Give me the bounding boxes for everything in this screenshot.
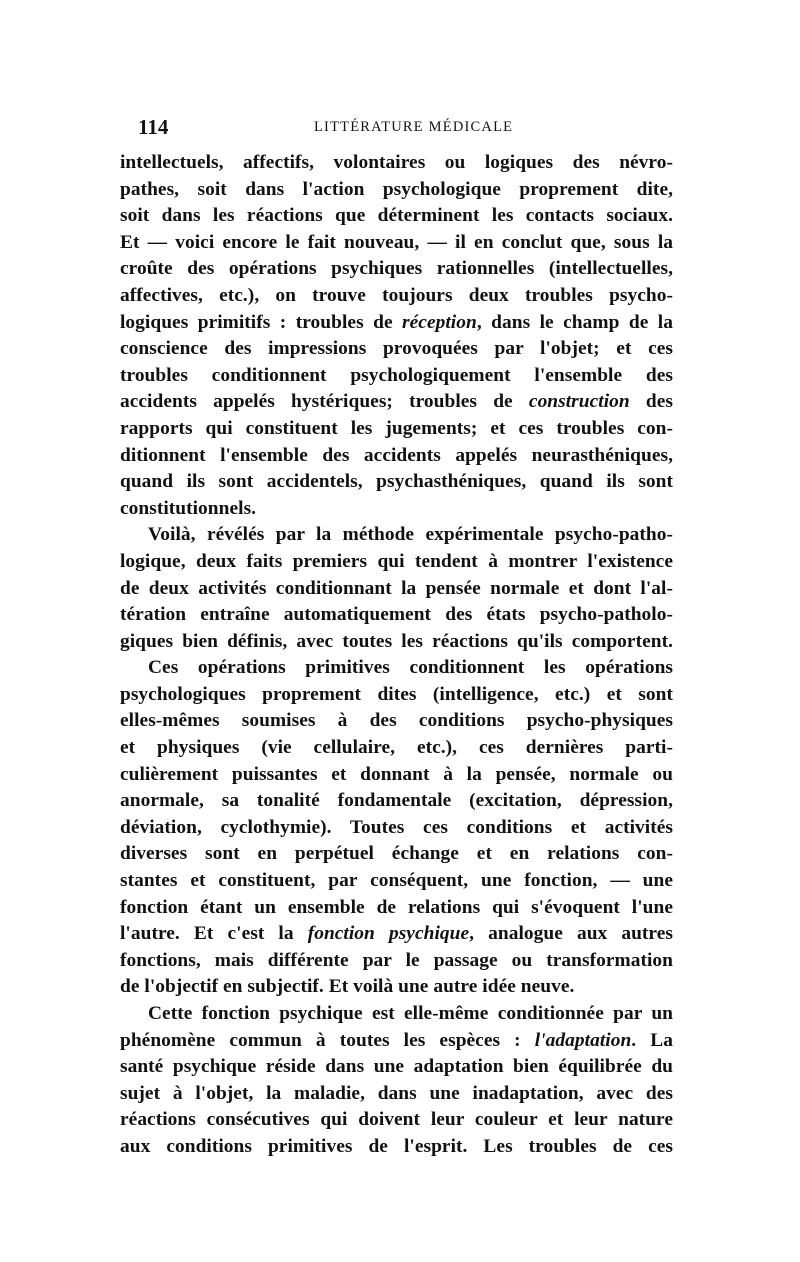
- text-segment: Cette fonction psychique est elle-même conditionnée par un: [148, 1003, 673, 1024]
- text-segment: Voilà, révélés par la méthode expérimentale psycho-patho-: [148, 524, 673, 546]
- text-segment: elles-mêmes soumises à des conditions psycho-physiques: [120, 710, 673, 732]
- text-segment: diverses sont en perpétuel échange et en relations con-: [120, 843, 673, 865]
- text-segment: conscience des impressions provoquées par l'objet; et ces: [120, 338, 673, 360]
- text-segment: ditionnent l'ensemble des accidents appelés neurasthéniques,: [120, 444, 673, 466]
- text-segment: sujet à l'objet, la maladie, dans une inadaptation, avec des: [120, 1082, 673, 1104]
- text-segment: santé psychique réside dans une adaptation bien équilibrée du: [120, 1056, 673, 1078]
- text-segment: . La: [631, 1029, 673, 1051]
- text-segment: croûte des opérations psychiques rationnelles (intellectuelles,: [120, 258, 673, 280]
- italic-text: fonction psychique: [307, 923, 470, 945]
- running-head: LITTÉRATURE MÉDICALE: [314, 119, 514, 135]
- text-line: [120, 735, 673, 762]
- text-line: [120, 177, 673, 204]
- text-segment: anormale, sa tonalité fondamentale (excitation, dépression,: [120, 790, 673, 812]
- text-line: [120, 895, 673, 922]
- text-segment: affectives, etc.), on trouve toujours deux troubles psycho-: [120, 284, 673, 306]
- text-segment: intellectuels, affectifs, volontaires ou logiques des névro-: [120, 152, 673, 173]
- italic-text: construction: [528, 391, 630, 413]
- text-segment: de deux activités conditionnant la pensée normale et dont l'al-: [120, 577, 673, 599]
- text-segment: psychologiques proprement dites (intelligence, etc.) et sont: [120, 683, 673, 705]
- text-line: [120, 230, 673, 257]
- text-segment: déviation, cyclothymie). Toutes ces conditions et activités: [120, 816, 673, 838]
- text-segment: fonctions, mais différente par le passage ou transformation: [120, 949, 673, 971]
- text-line: [120, 655, 673, 682]
- text-segment: , analogue aux autres: [469, 923, 673, 945]
- text-line: [120, 443, 673, 470]
- text-line: [120, 974, 673, 1001]
- text-line: [120, 1081, 673, 1108]
- text-segment: accidents appelés hystériques; troubles de: [120, 391, 529, 413]
- text-line: [120, 602, 673, 629]
- text-line: [120, 1107, 673, 1134]
- text-line: [120, 1134, 673, 1161]
- text-line: [120, 815, 673, 842]
- text-line: [120, 629, 673, 656]
- text-line: [120, 708, 673, 735]
- text-segment: logiques primitifs : troubles de: [120, 311, 403, 333]
- text-segment: culièrement puissantes et donnant à la pensée, normale ou: [120, 763, 673, 785]
- text-line: [120, 868, 673, 895]
- text-segment: réactions consécutives qui doivent leur couleur et leur nature: [120, 1109, 673, 1131]
- text-segment: giques bien définis, avec toutes les réactions qu'ils comportent.: [120, 630, 673, 652]
- italic-text: réception: [402, 311, 477, 333]
- text-line: [120, 1054, 673, 1081]
- text-line: [120, 576, 673, 603]
- text-segment: tération entraîne automatiquement des états psycho-patholo-: [120, 604, 673, 626]
- text-line: [120, 549, 673, 576]
- text-segment: , dans le champ de la: [476, 311, 673, 333]
- text-segment: Et — voici encore le fait nouveau, — il en conclut que, sous la: [120, 231, 673, 253]
- text-segment: troubles conditionnent psychologiquement l'ensemble des: [120, 364, 673, 386]
- text-line: [120, 469, 673, 496]
- text-segment: quand ils sont accidentels, psychasthéniques, quand ils sont: [120, 471, 673, 493]
- text-segment: fonction étant un ensemble de relations qui s'évoquent l'une: [120, 896, 673, 918]
- text-segment: et physiques (vie cellulaire, etc.), ces dernières parti-: [120, 737, 673, 759]
- text-line: [120, 1028, 673, 1055]
- page-header: [118, 112, 678, 142]
- text-segment: logique, deux faits premiers qui tendent à montrer l'existence: [120, 550, 673, 572]
- text-line: [120, 496, 673, 523]
- text-line: [120, 921, 673, 948]
- text-segment: rapports qui constituent les jugements; et ces troubles con-: [120, 417, 673, 439]
- text-line: [120, 203, 673, 230]
- text-line: [120, 788, 673, 815]
- page-number: 114: [138, 115, 169, 139]
- text-line: [120, 363, 673, 390]
- text-segment: Ces opérations primitives conditionnent les opérations: [148, 657, 673, 679]
- text-line: [120, 416, 673, 443]
- text-line: [120, 389, 673, 416]
- italic-text: l'adaptation: [534, 1029, 632, 1051]
- body-text: [120, 150, 673, 1161]
- text-line: [120, 682, 673, 709]
- text-line: [120, 310, 673, 337]
- text-line: [120, 336, 673, 363]
- text-line: [120, 522, 673, 549]
- text-segment: l'autre. Et c'est la: [120, 923, 308, 945]
- text-segment: aux conditions primitives de l'esprit. Les troubles de ces: [120, 1135, 673, 1157]
- text-segment: pathes, soit dans l'action psychologique proprement dite,: [120, 178, 673, 200]
- text-segment: stantes et constituent, par conséquent, une fonction, — une: [120, 870, 673, 892]
- text-segment: de l'objectif en subjectif. Et voilà une autre idée neuve.: [120, 976, 575, 998]
- text-line: [120, 256, 673, 283]
- text-line: [120, 283, 673, 310]
- text-line: [120, 948, 673, 975]
- text-line: [120, 762, 673, 789]
- text-segment: soit dans les réactions que déterminent les contacts sociaux.: [120, 205, 673, 227]
- text-line: [120, 150, 673, 177]
- text-line: [120, 841, 673, 868]
- text-segment: phénomène commun à toutes les espèces :: [120, 1029, 535, 1051]
- text-segment: constitutionnels.: [120, 497, 257, 519]
- text-line: [120, 1001, 673, 1028]
- text-segment: des: [629, 391, 673, 413]
